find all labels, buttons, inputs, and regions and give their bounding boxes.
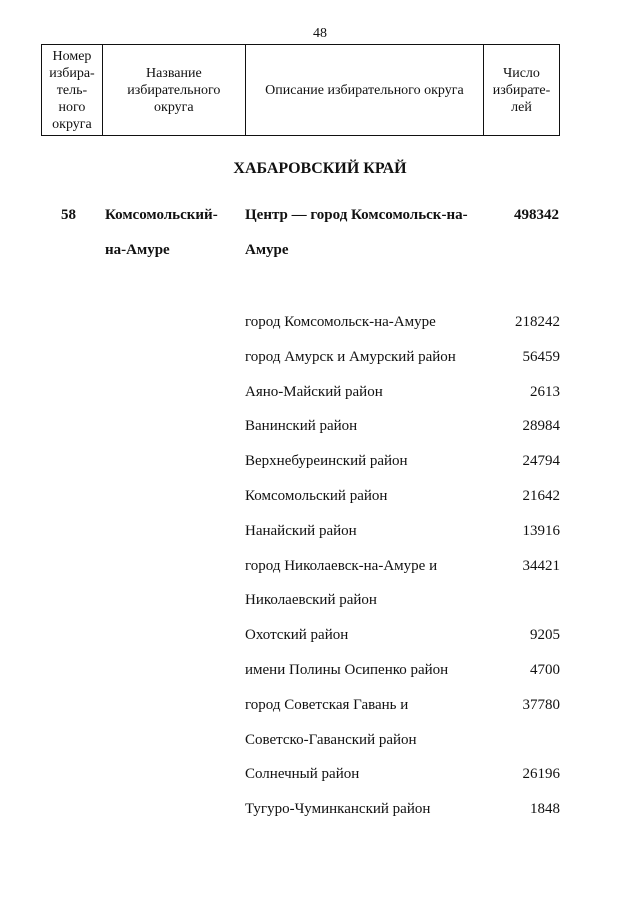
region-title: ХАБАРОВСКИЙ КРАЙ [233, 160, 407, 177]
subdivision-voters: 4700 [530, 661, 560, 678]
subdivision-voters: 37780 [522, 696, 560, 713]
subdivision-voters: 9205 [530, 627, 560, 644]
list-item [245, 349, 560, 384]
subdivision-voters: 56459 [522, 348, 560, 365]
header-district-number: Номер избира- тель- ного округа [42, 45, 103, 136]
header-voters-count: Число избирате- лей [484, 45, 560, 136]
list-item [245, 418, 560, 453]
subdivision-name: Верхнебуреинский район [245, 453, 408, 470]
district-center-line2: Амуре [245, 242, 289, 258]
header-district-description: Описание избирательного округа [245, 45, 483, 136]
list-item [245, 523, 560, 558]
subdivision-name: Солнечный район [245, 766, 360, 783]
subdivision-name: Комсомольский район [245, 487, 388, 504]
subdivision-voters: 21642 [522, 487, 560, 504]
list-item [245, 558, 560, 593]
list-item [245, 453, 560, 488]
list-item [245, 592, 560, 627]
district-name-line1: Комсомольский- [105, 207, 218, 223]
list-item [245, 732, 560, 767]
subdivision-voters: 34421 [522, 557, 560, 574]
subdivision-name: Тугуро-Чуминканский район [245, 801, 431, 818]
subdivision-voters: 218242 [515, 314, 560, 330]
subdivision-voters: 2613 [530, 383, 560, 400]
district-name-line2: на-Амуре [105, 242, 170, 258]
subdivision-name: Николаевский район [245, 592, 377, 609]
list-item [245, 697, 560, 732]
subdivision-name: город Комсомольск-на-Амуре [245, 314, 436, 330]
list-item [245, 801, 560, 836]
subdivision-name: Аяно-Майский район [245, 383, 383, 400]
header-district-name: Название избирательного округа [102, 45, 245, 136]
subdivision-name: Охотский район [245, 627, 349, 644]
list-item [245, 627, 560, 662]
subdivision-name: город Амурск и Амурский район [245, 348, 456, 365]
subdivision-name: Ванинский район [245, 418, 358, 435]
column-header-table [41, 44, 560, 136]
subdivision-name: Нанайский район [245, 522, 357, 539]
list-item [245, 662, 560, 697]
subdivision-list [245, 314, 560, 836]
list-item [245, 488, 560, 523]
district-voters-total: 498342 [514, 207, 559, 223]
list-item [245, 314, 560, 349]
subdivision-voters: 26196 [522, 766, 560, 783]
page-number: 48 [313, 26, 327, 41]
subdivision-name: Советско-Гаванский район [245, 731, 417, 748]
district-center-line1: Центр — город Комсомольск-на- [245, 207, 468, 223]
subdivision-name: город Николаевск-на-Амуре и [245, 557, 438, 574]
subdivision-voters: 1848 [530, 801, 560, 818]
subdivision-name: город Советская Гавань и [245, 696, 409, 713]
subdivision-voters: 28984 [522, 418, 560, 435]
subdivision-voters: 24794 [522, 453, 560, 470]
subdivision-voters: 13916 [522, 522, 560, 539]
list-item [245, 766, 560, 801]
district-number: 58 [61, 207, 76, 223]
subdivision-name: имени Полины Осипенко район [245, 661, 449, 678]
list-item [245, 384, 560, 419]
